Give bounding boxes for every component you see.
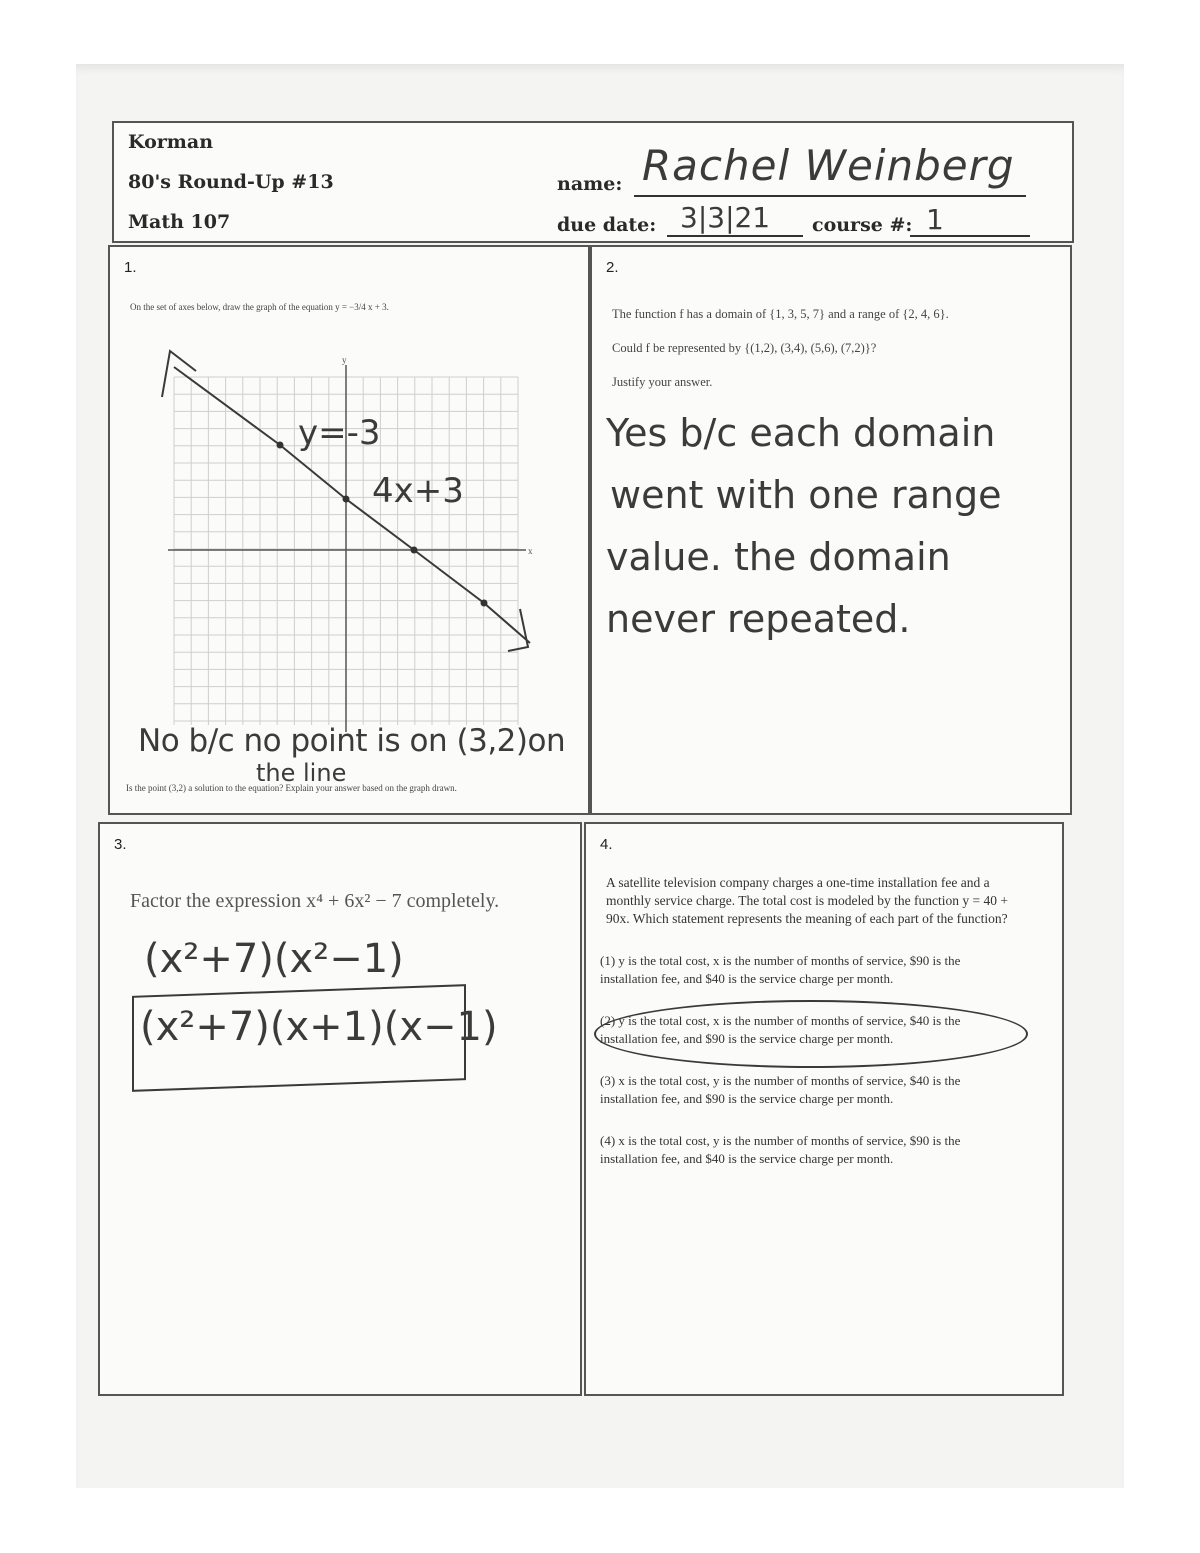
handwritten-answer-line-2: the line xyxy=(256,759,347,787)
plotted-point xyxy=(343,496,350,503)
course-label: course #: xyxy=(812,214,913,236)
option-4-text: x is the total cost, y is the number of months of service, $90 is the installation fee, and $40 is the service charge per month. xyxy=(600,1133,961,1166)
question-3-box xyxy=(98,822,582,1396)
option-3 xyxy=(600,1072,1010,1108)
option-2-number: (2) xyxy=(600,1013,616,1028)
question-1-box xyxy=(108,245,590,815)
option-2-text: y is the total cost, x is the number of months of service, $40 is the installation fee, and $90 is the service charge per month. xyxy=(600,1013,961,1046)
question-3-prompt: Factor the expression x⁴ + 6x² − 7 completely. xyxy=(130,890,500,912)
due-date-underline xyxy=(667,235,803,237)
question-2-number: 2. xyxy=(606,259,619,276)
handwritten-answer-line-1: No b/c no point is on (3,2)on xyxy=(138,723,566,759)
question-2-line-2: Could f be represented by {(1,2), (3,4), (5,6), (7,2)}? xyxy=(612,341,877,355)
option-4 xyxy=(600,1132,1010,1168)
question-4-number: 4. xyxy=(600,836,613,853)
question-4-box xyxy=(584,822,1064,1396)
handwritten-equation-2: 4x+3 xyxy=(372,471,464,511)
selected-option-circle xyxy=(594,1000,1028,1068)
question-2-line-1: The function f has a domain of {1, 3, 5, 7} and a range of {2, 4, 6}. xyxy=(612,307,949,321)
handwritten-equation-1: y=-3 xyxy=(298,413,381,453)
name-label: name: xyxy=(557,173,623,195)
x-axis-label: x xyxy=(528,546,533,556)
question-1-prompt: On the set of axes below, draw the graph of the equation y = −3/4 x + 3. xyxy=(130,302,389,312)
handwritten-justification-3: value. the domain xyxy=(606,535,951,579)
name-underline xyxy=(634,195,1026,197)
question-2-line-3: Justify your answer. xyxy=(612,375,713,389)
plotted-point xyxy=(411,547,418,554)
option-1-number: (1) xyxy=(600,953,616,968)
option-1-text: y is the total cost, x is the number of months of service, $90 is the installation fee, and $40 is the service charge per month. xyxy=(600,953,961,986)
handwritten-justification-1: Yes b/c each domain xyxy=(606,411,996,455)
handwritten-justification-4: never repeated. xyxy=(606,597,911,641)
option-3-text: x is the total cost, y is the number of months of service, $40 is the installation fee, and $90 is the service charge per month. xyxy=(600,1073,961,1106)
student-name: Rachel Weinberg xyxy=(642,141,1015,190)
question-1-followup: Is the point (3,2) a solution to the equation? Explain your answer based on the graph drawn. xyxy=(126,783,457,793)
option-4-number: (4) xyxy=(600,1133,616,1148)
student-graph-line xyxy=(174,367,530,643)
question-4-stem: A satellite television company charges a one-time installation fee and a monthly service charge. The total cost is modeled by the function y = 40 + 90x. Which statement represents the meaning of each part of the function? xyxy=(606,875,1009,926)
class-name: Math 107 xyxy=(128,211,231,233)
plotted-point xyxy=(277,442,284,449)
roundup-title: 80's Round-Up #13 xyxy=(128,171,334,193)
option-3-number: (3) xyxy=(600,1073,616,1088)
course-value: 1 xyxy=(926,203,944,236)
due-date-value: 3|3|21 xyxy=(680,201,771,234)
y-axis-label: y xyxy=(342,355,347,365)
header-box xyxy=(112,121,1074,243)
option-1 xyxy=(600,952,1010,988)
plotted-point xyxy=(481,600,488,607)
teacher-name: Korman xyxy=(128,131,214,153)
handwritten-justification-2: went with one range xyxy=(610,473,1002,517)
question-3-number: 3. xyxy=(114,836,127,853)
question-2-box xyxy=(590,245,1072,815)
due-date-label: due date: xyxy=(557,214,657,236)
handwritten-factor-step-1: (x²+7)(x²−1) xyxy=(144,936,404,982)
question-1-number: 1. xyxy=(124,259,137,276)
handwritten-factor-final: (x²+7)(x+1)(x−1) xyxy=(140,1004,498,1050)
